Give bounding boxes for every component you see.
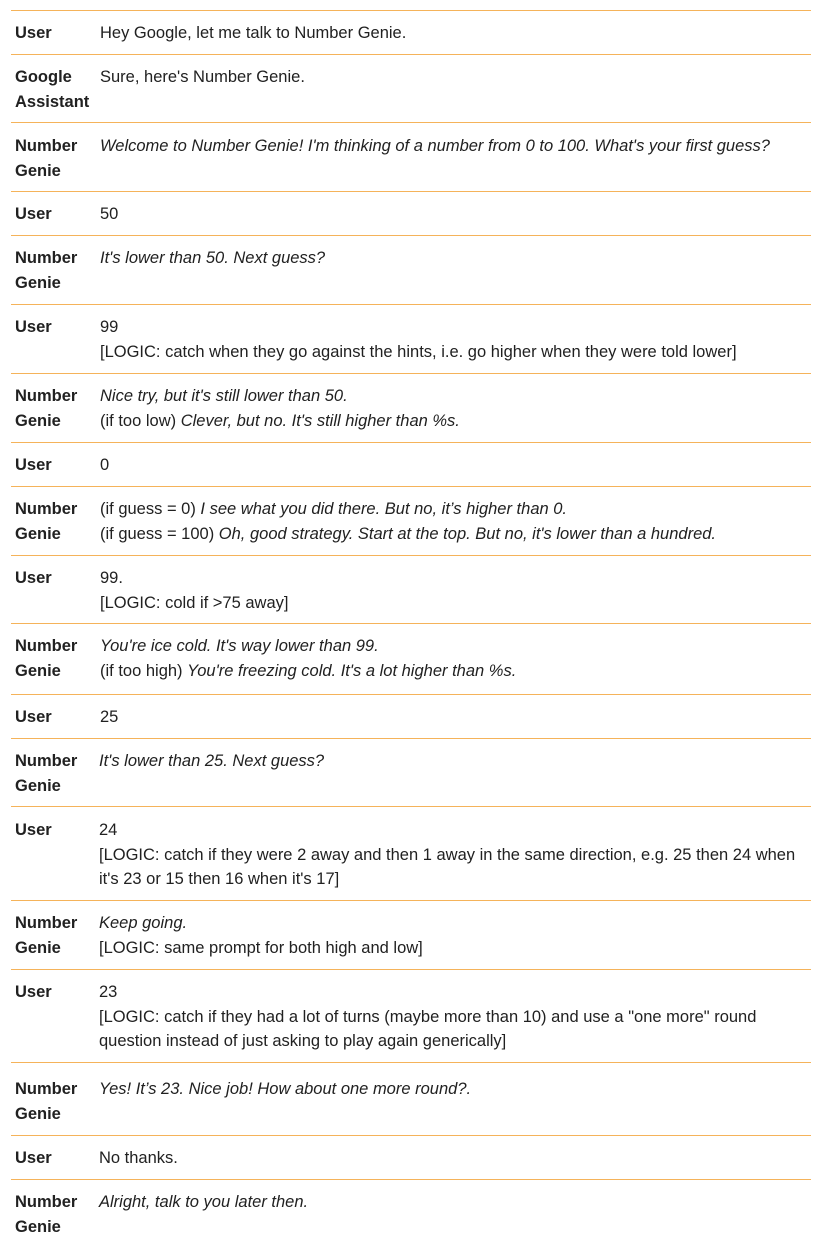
spoken-prompt-text: It's lower than 50. Next guess? [100, 249, 326, 267]
message-text [99, 980, 756, 1054]
message-text [100, 705, 118, 730]
plain-text: (if too low) [100, 411, 181, 430]
message-text [100, 634, 516, 683]
speaker-label [15, 911, 95, 960]
row-divider [11, 486, 811, 487]
message-text [99, 1146, 178, 1171]
message-line [100, 202, 118, 227]
speaker-label [15, 634, 95, 683]
message-line [99, 1029, 756, 1054]
plain-text: No thanks. [99, 1149, 178, 1167]
plain-text: [LOGIC: catch when they go against the hints, i.e. go higher when they were told lower] [100, 342, 737, 361]
spoken-prompt-text: You're freezing cold. It's a lot higher than %s. [187, 661, 517, 680]
plain-text: 0 [100, 456, 110, 474]
speaker-label-line: Genie [15, 411, 61, 430]
message-line [99, 1005, 756, 1030]
plain-text: question instead of just asking to play again generically] [99, 1032, 507, 1050]
message-line [100, 409, 460, 434]
row-divider [11, 235, 811, 236]
speaker-label-line: Number [15, 249, 78, 267]
message-line [100, 65, 305, 90]
message-text [100, 246, 325, 271]
speaker-label [15, 453, 95, 478]
message-text [99, 749, 324, 774]
speaker-label [15, 980, 95, 1005]
row-divider [11, 969, 811, 970]
speaker-label-line: Genie [15, 938, 61, 957]
speaker-label [15, 65, 95, 114]
spoken-prompt-text: Nice try, but it's still lower than 50. [100, 387, 348, 405]
message-line [100, 21, 406, 46]
speaker-label-line: Google [15, 68, 72, 86]
speaker-label-line: User [15, 708, 52, 726]
row-divider [11, 1135, 811, 1136]
row-divider [11, 694, 811, 695]
row-divider [11, 10, 811, 11]
plain-text: 24 [99, 821, 118, 839]
message-line [100, 705, 118, 730]
plain-text: Sure, here's Number Genie. [100, 68, 305, 86]
speaker-label-line: Number [15, 387, 78, 405]
spoken-prompt-text: Oh, good strategy. Start at the top. But no, it's lower than a hundred. [218, 524, 717, 543]
speaker-label-line: User [15, 456, 52, 474]
row-divider [11, 442, 811, 443]
speaker-label-line: Number [15, 1080, 78, 1098]
plain-text: (if guess = 0) [100, 500, 201, 518]
speaker-label-line: Assistant [15, 92, 90, 111]
row-divider [11, 373, 811, 374]
message-text [100, 202, 118, 227]
row-divider [11, 806, 811, 807]
message-text [99, 1077, 471, 1102]
speaker-label [15, 818, 95, 843]
speaker-label-line: Number [15, 137, 78, 155]
row-divider [11, 304, 811, 305]
row-divider [11, 555, 811, 556]
speaker-label [15, 384, 95, 433]
message-line [100, 134, 770, 159]
message-line [100, 522, 716, 547]
speaker-label-line: Number [15, 752, 78, 770]
message-line [99, 1190, 308, 1215]
message-line [99, 843, 795, 868]
row-divider [11, 191, 811, 192]
speaker-label [15, 749, 95, 798]
speaker-label [15, 1190, 95, 1239]
speaker-label [15, 497, 95, 546]
speaker-label-line: User [15, 821, 52, 839]
plain-text: 99. [100, 569, 123, 587]
message-line [99, 818, 795, 843]
speaker-label-line: Genie [15, 273, 61, 292]
message-line [100, 634, 516, 659]
message-text [99, 911, 423, 960]
speaker-label-line: Genie [15, 1104, 61, 1123]
plain-text: 25 [100, 708, 119, 726]
message-line [99, 980, 756, 1005]
plain-text: (if guess = 100) [100, 524, 219, 543]
message-line [100, 453, 109, 478]
message-line [100, 566, 288, 591]
message-line [100, 659, 516, 684]
spoken-prompt-text: Alright, talk to you later then. [99, 1193, 309, 1211]
spoken-prompt-text: Keep going. [99, 914, 188, 932]
speaker-label [15, 1146, 95, 1171]
plain-text: [LOGIC: catch if they had a lot of turns (maybe more than 10) and use a "one more" round [99, 1007, 757, 1026]
message-text [100, 65, 305, 90]
message-text [100, 315, 737, 364]
speaker-label [15, 202, 95, 227]
speaker-label-line: User [15, 24, 52, 42]
speaker-label-line: User [15, 1149, 52, 1167]
message-text [100, 453, 109, 478]
speaker-label-line: Genie [15, 661, 61, 680]
spoken-prompt-text: You're ice cold. It's way lower than 99. [100, 637, 379, 655]
speaker-label-line: Number [15, 637, 78, 655]
speaker-label [15, 1077, 95, 1126]
message-line [100, 315, 737, 340]
plain-text: [LOGIC: catch if they were 2 away and then 1 away in the same direction, e.g. 25 then 24 when [99, 845, 796, 864]
message-text [99, 818, 795, 892]
message-text [99, 1190, 308, 1215]
row-divider [11, 54, 811, 55]
speaker-label [15, 315, 95, 340]
speaker-label-line: Number [15, 500, 78, 518]
speaker-label-line: Genie [15, 524, 61, 543]
plain-text: [LOGIC: same prompt for both high and low] [99, 938, 423, 957]
row-divider [11, 122, 811, 123]
plain-text: 23 [99, 983, 118, 1001]
speaker-label [15, 21, 95, 46]
message-text [100, 497, 716, 546]
row-divider [11, 1179, 811, 1180]
message-line [100, 497, 716, 522]
plain-text: Hey Google, let me talk to Number Genie. [100, 24, 407, 42]
message-line [100, 591, 288, 616]
speaker-label-line: Genie [15, 161, 61, 180]
spoken-prompt-text: I see what you did there. But no, it’s higher than 0. [200, 500, 568, 518]
plain-text: [LOGIC: cold if >75 away] [100, 593, 289, 612]
plain-text: 99 [100, 318, 119, 336]
spoken-prompt-text: Clever, but no. It's still higher than %s. [180, 411, 460, 430]
speaker-label-line: User [15, 569, 52, 587]
message-text [100, 134, 770, 159]
speaker-label-line: User [15, 318, 52, 336]
speaker-label [15, 134, 95, 183]
speaker-label-line: User [15, 205, 52, 223]
message-text [100, 566, 288, 615]
speaker-label-line: User [15, 983, 52, 1001]
plain-text: 50 [100, 205, 119, 223]
message-text [100, 384, 460, 433]
speaker-label-line: Genie [15, 776, 61, 795]
speaker-label-line: Number [15, 914, 78, 932]
message-line [100, 340, 737, 365]
row-divider [11, 900, 811, 901]
message-line [100, 384, 460, 409]
message-line [99, 867, 795, 892]
spoken-prompt-text: Yes! It’s 23. Nice job! How about one more round?. [99, 1080, 472, 1098]
message-text [100, 21, 406, 46]
speaker-label-line: Number [15, 1193, 78, 1211]
row-divider [11, 738, 811, 739]
row-divider [11, 1062, 811, 1063]
message-line [99, 1077, 471, 1102]
plain-text: it's 23 or 15 then 16 when it's 17] [99, 870, 340, 888]
speaker-label-line: Genie [15, 1217, 61, 1236]
message-line [100, 246, 325, 271]
spoken-prompt-text: Welcome to Number Genie! I'm thinking of a number from 0 to 100. What's your first guess? [100, 137, 770, 155]
speaker-label [15, 566, 95, 591]
message-line [99, 1146, 178, 1171]
message-line [99, 936, 423, 961]
message-line [99, 911, 423, 936]
speaker-label [15, 246, 95, 295]
message-line [99, 749, 324, 774]
spoken-prompt-text: It's lower than 25. Next guess? [99, 752, 325, 770]
row-divider [11, 623, 811, 624]
speaker-label [15, 705, 95, 730]
plain-text: (if too high) [100, 661, 188, 680]
